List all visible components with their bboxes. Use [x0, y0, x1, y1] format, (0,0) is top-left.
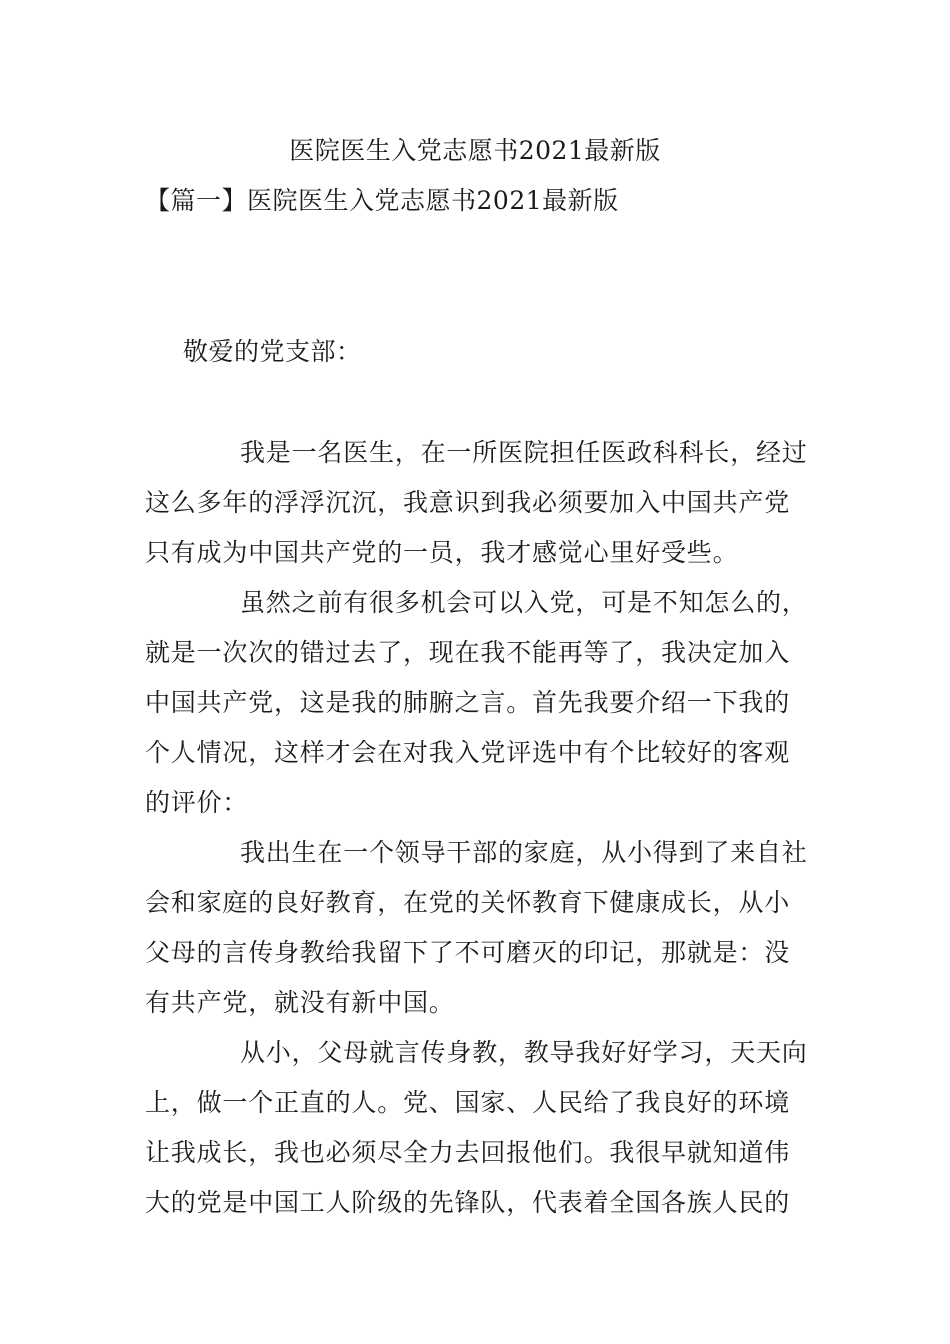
paragraph-line: 这么多年的浮浮沉沉，我意识到我必须要加入中国共产党 — [145, 488, 791, 517]
paragraph-4 — [145, 1028, 808, 1228]
letter-body — [145, 428, 808, 1228]
paragraph-line: 父母的言传身教给我留下了不可磨灭的印记，那就是：没 — [145, 938, 791, 967]
paragraph-line: 虽然之前有很多机会可以入党，可是不知怎么的， — [240, 588, 808, 617]
paragraph-line: 大的党是中国工人阶级的先锋队，代表着全国各族人民的 — [145, 1188, 791, 1217]
paragraph-line: 的评价： — [145, 788, 249, 817]
paragraph-2 — [145, 578, 808, 828]
paragraph-1 — [145, 428, 808, 578]
paragraph-line: 中国共产党，这是我的肺腑之言。首先我要介绍一下我的 — [145, 688, 791, 717]
paragraph-line: 我出生在一个领导干部的家庭，从小得到了来自社 — [240, 838, 808, 867]
paragraph-line: 从小，父母就言传身教，教导我好好学习，天天向 — [240, 1038, 808, 1067]
paragraph-line: 让我成长，我也必须尽全力去回报他们。我很早就知道伟 — [145, 1138, 791, 1167]
paragraph-line: 有共产党，就没有新中国。 — [145, 988, 455, 1017]
document-title: 医院医生入党志愿书2021最新版 — [289, 136, 661, 165]
paragraph-line: 只有成为中国共产党的一员，我才感觉心里好受些。 — [145, 538, 739, 567]
paragraph-3 — [145, 828, 808, 1028]
paragraph-line: 个人情况，这样才会在对我入党评选中有个比较好的客观 — [145, 738, 791, 767]
paragraph-line: 上，做一个正直的人。党、国家、人民给了我良好的环境 — [145, 1088, 791, 1117]
paragraph-line: 会和家庭的良好教育，在党的关怀教育下健康成长，从小 — [145, 888, 791, 917]
paragraph-line: 我是一名医生，在一所医院担任医政科科长，经过 — [240, 438, 808, 467]
section-heading: 【篇一】医院医生入党志愿书2021最新版 — [145, 186, 619, 215]
salutation: 敬爱的党支部： — [183, 337, 362, 366]
paragraph-line: 就是一次次的错过去了，现在我不能再等了，我决定加入 — [145, 638, 791, 667]
